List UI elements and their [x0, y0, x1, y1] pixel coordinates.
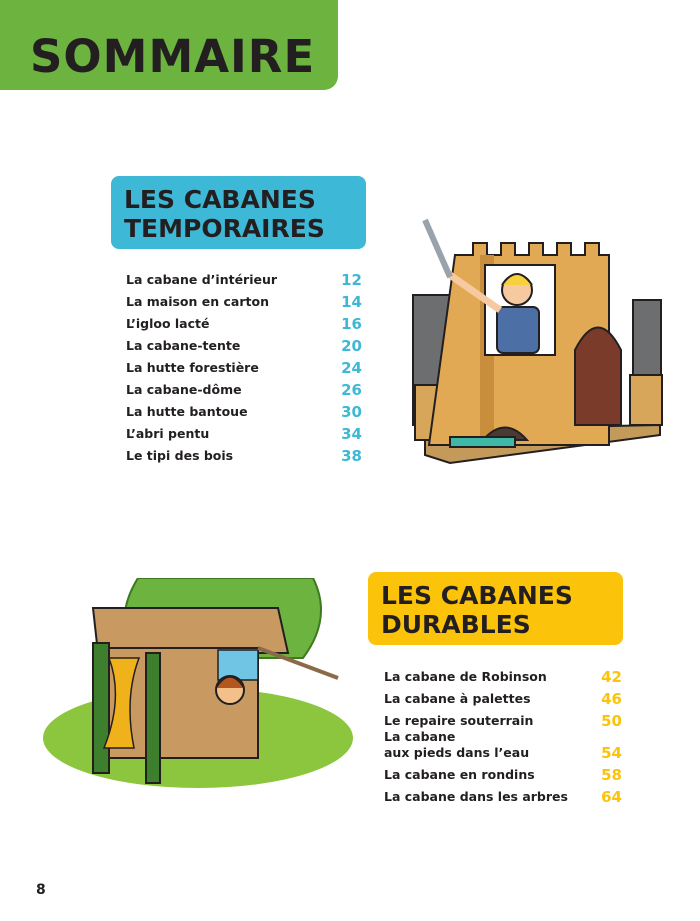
- section-heading-durables: [368, 572, 623, 645]
- toc-entry-title: L’igloo lacté: [126, 316, 210, 331]
- toc-entry-page: 64: [601, 788, 622, 806]
- toc-entry-title: La hutte forestière: [126, 360, 259, 375]
- toc-entry[interactable]: [126, 398, 362, 420]
- toc-entry-page: 42: [601, 668, 622, 686]
- toc-entry[interactable]: [126, 310, 362, 332]
- toc-entry-title: La cabane de Robinson: [384, 669, 547, 684]
- toc-entry-page: 14: [341, 293, 362, 311]
- toc-entry-title: La cabane en rondins: [384, 767, 535, 782]
- toc-entry-title: Le tipi des bois: [126, 448, 234, 463]
- section-title-line: DURABLES: [381, 610, 531, 639]
- toc-entry-page: 24: [341, 359, 362, 377]
- toc-entry-title: La maison en carton: [126, 294, 269, 309]
- toc-entry-page: 58: [601, 766, 622, 784]
- toc-entry[interactable]: [384, 707, 622, 729]
- toc-entry[interactable]: [384, 761, 622, 783]
- wooden-hut-illustration: [38, 578, 353, 793]
- toc-entry-title: La cabane aux pieds dans l’eau: [384, 729, 530, 760]
- section-title-line: TEMPORAIRES: [124, 214, 325, 243]
- section-title-line: LES CABANES: [381, 581, 573, 610]
- toc-entry-page: 26: [341, 381, 362, 399]
- toc-entry-page: 54: [601, 744, 622, 762]
- toc-list-durables: [384, 663, 622, 805]
- toc-entry[interactable]: [384, 685, 622, 707]
- toc-entry[interactable]: [126, 376, 362, 398]
- toc-entry[interactable]: [384, 729, 622, 761]
- section-heading-temporaires: [111, 176, 366, 249]
- cardboard-castle-illustration: [405, 215, 667, 465]
- toc-entry[interactable]: [126, 332, 362, 354]
- toc-entry-page: 46: [601, 690, 622, 708]
- toc-entry-title: La cabane d’intérieur: [126, 272, 278, 287]
- toc-entry[interactable]: [126, 442, 362, 464]
- toc-entry[interactable]: [384, 663, 622, 685]
- toc-entry-title: La cabane-tente: [126, 338, 241, 353]
- toc-entry-page: 30: [341, 403, 362, 421]
- toc-entry-page: 20: [341, 337, 362, 355]
- toc-entry[interactable]: [126, 266, 362, 288]
- toc-entry[interactable]: [126, 354, 362, 376]
- toc-entry[interactable]: [126, 420, 362, 442]
- toc-entry-title: La cabane dans les arbres: [384, 789, 568, 804]
- toc-entry[interactable]: [384, 783, 622, 805]
- toc-entry-page: 34: [341, 425, 362, 443]
- page-number: 8: [36, 882, 46, 898]
- toc-entry[interactable]: [126, 288, 362, 310]
- toc-entry-title: Le repaire souterrain: [384, 713, 534, 728]
- toc-entry-title: La cabane à palettes: [384, 691, 531, 706]
- toc-entry-page: 16: [341, 315, 362, 333]
- toc-entry-page: 38: [341, 447, 362, 465]
- toc-entry-page: 50: [601, 712, 622, 730]
- toc-entry-title: La cabane-dôme: [126, 382, 242, 397]
- page-title: SOMMAIRE: [30, 30, 316, 83]
- toc-entry-title: L’abri pentu: [126, 426, 210, 441]
- header-banner: [0, 0, 338, 90]
- toc-entry-title: La hutte bantoue: [126, 404, 248, 419]
- toc-list-temporaires: [126, 266, 362, 464]
- section-title-line: LES CABANES: [124, 185, 316, 214]
- toc-entry-page: 12: [341, 271, 362, 289]
